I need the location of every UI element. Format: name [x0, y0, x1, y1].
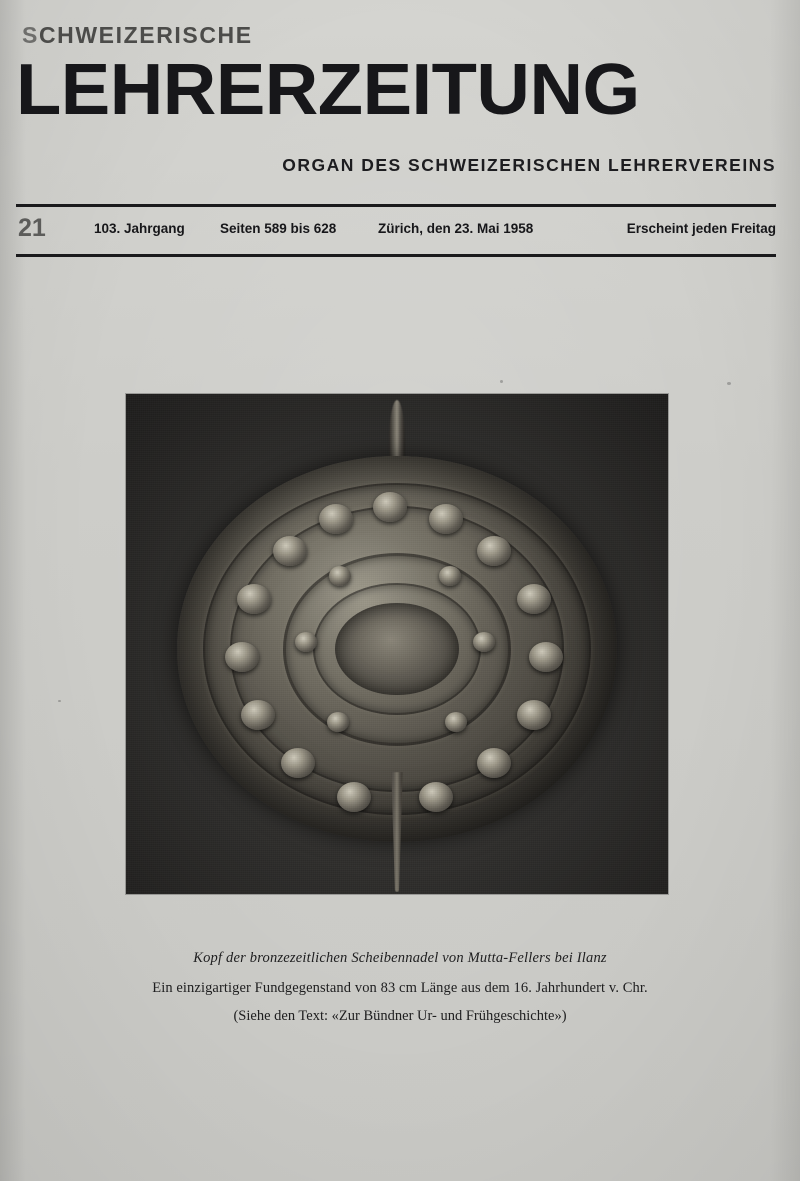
issue-frequency: Erscheint jeden Freitag [626, 221, 776, 236]
issue-place-date: Zürich, den 23. Mai 1958 [378, 221, 534, 236]
masthead-kicker-rest: CHWEIZERISCHE [38, 22, 253, 48]
paper-speck [500, 380, 503, 383]
masthead-wordmark: LEHRERZEITUNG [16, 50, 640, 130]
masthead-subtitle: ORGAN DES SCHWEIZERISCHEN LEHRERVEREINS [282, 155, 776, 175]
masthead-rule-bottom [16, 254, 776, 257]
masthead-rule-top [16, 204, 776, 207]
issue-volume: 103. Jahrgang [94, 221, 185, 236]
figure-caption-line-3: (Siehe den Text: «Zur Bündner Ur- und Frühgeschichte») [233, 1008, 567, 1024]
photo-grain-overlay [126, 394, 668, 894]
masthead-kicker [22, 22, 253, 49]
figure-caption-line-2: Ein einzigartiger Fundgegenstand von 83 cm Länge aus dem 16. Jahrhundert v. Chr. [152, 980, 648, 996]
masthead-kicker-initial: S [22, 22, 39, 48]
issue-info-bar [16, 214, 776, 250]
figure-caption-line-1: Kopf der bronzezeitlichen Scheibennadel von Mutta-Fellers bei Ilanz [193, 950, 607, 966]
issue-pages: Seiten 589 bis 628 [220, 221, 337, 236]
cover-photograph [126, 394, 668, 894]
paper-speck [58, 700, 61, 702]
issue-number: 21 [18, 214, 46, 242]
paper-speck [727, 382, 731, 385]
